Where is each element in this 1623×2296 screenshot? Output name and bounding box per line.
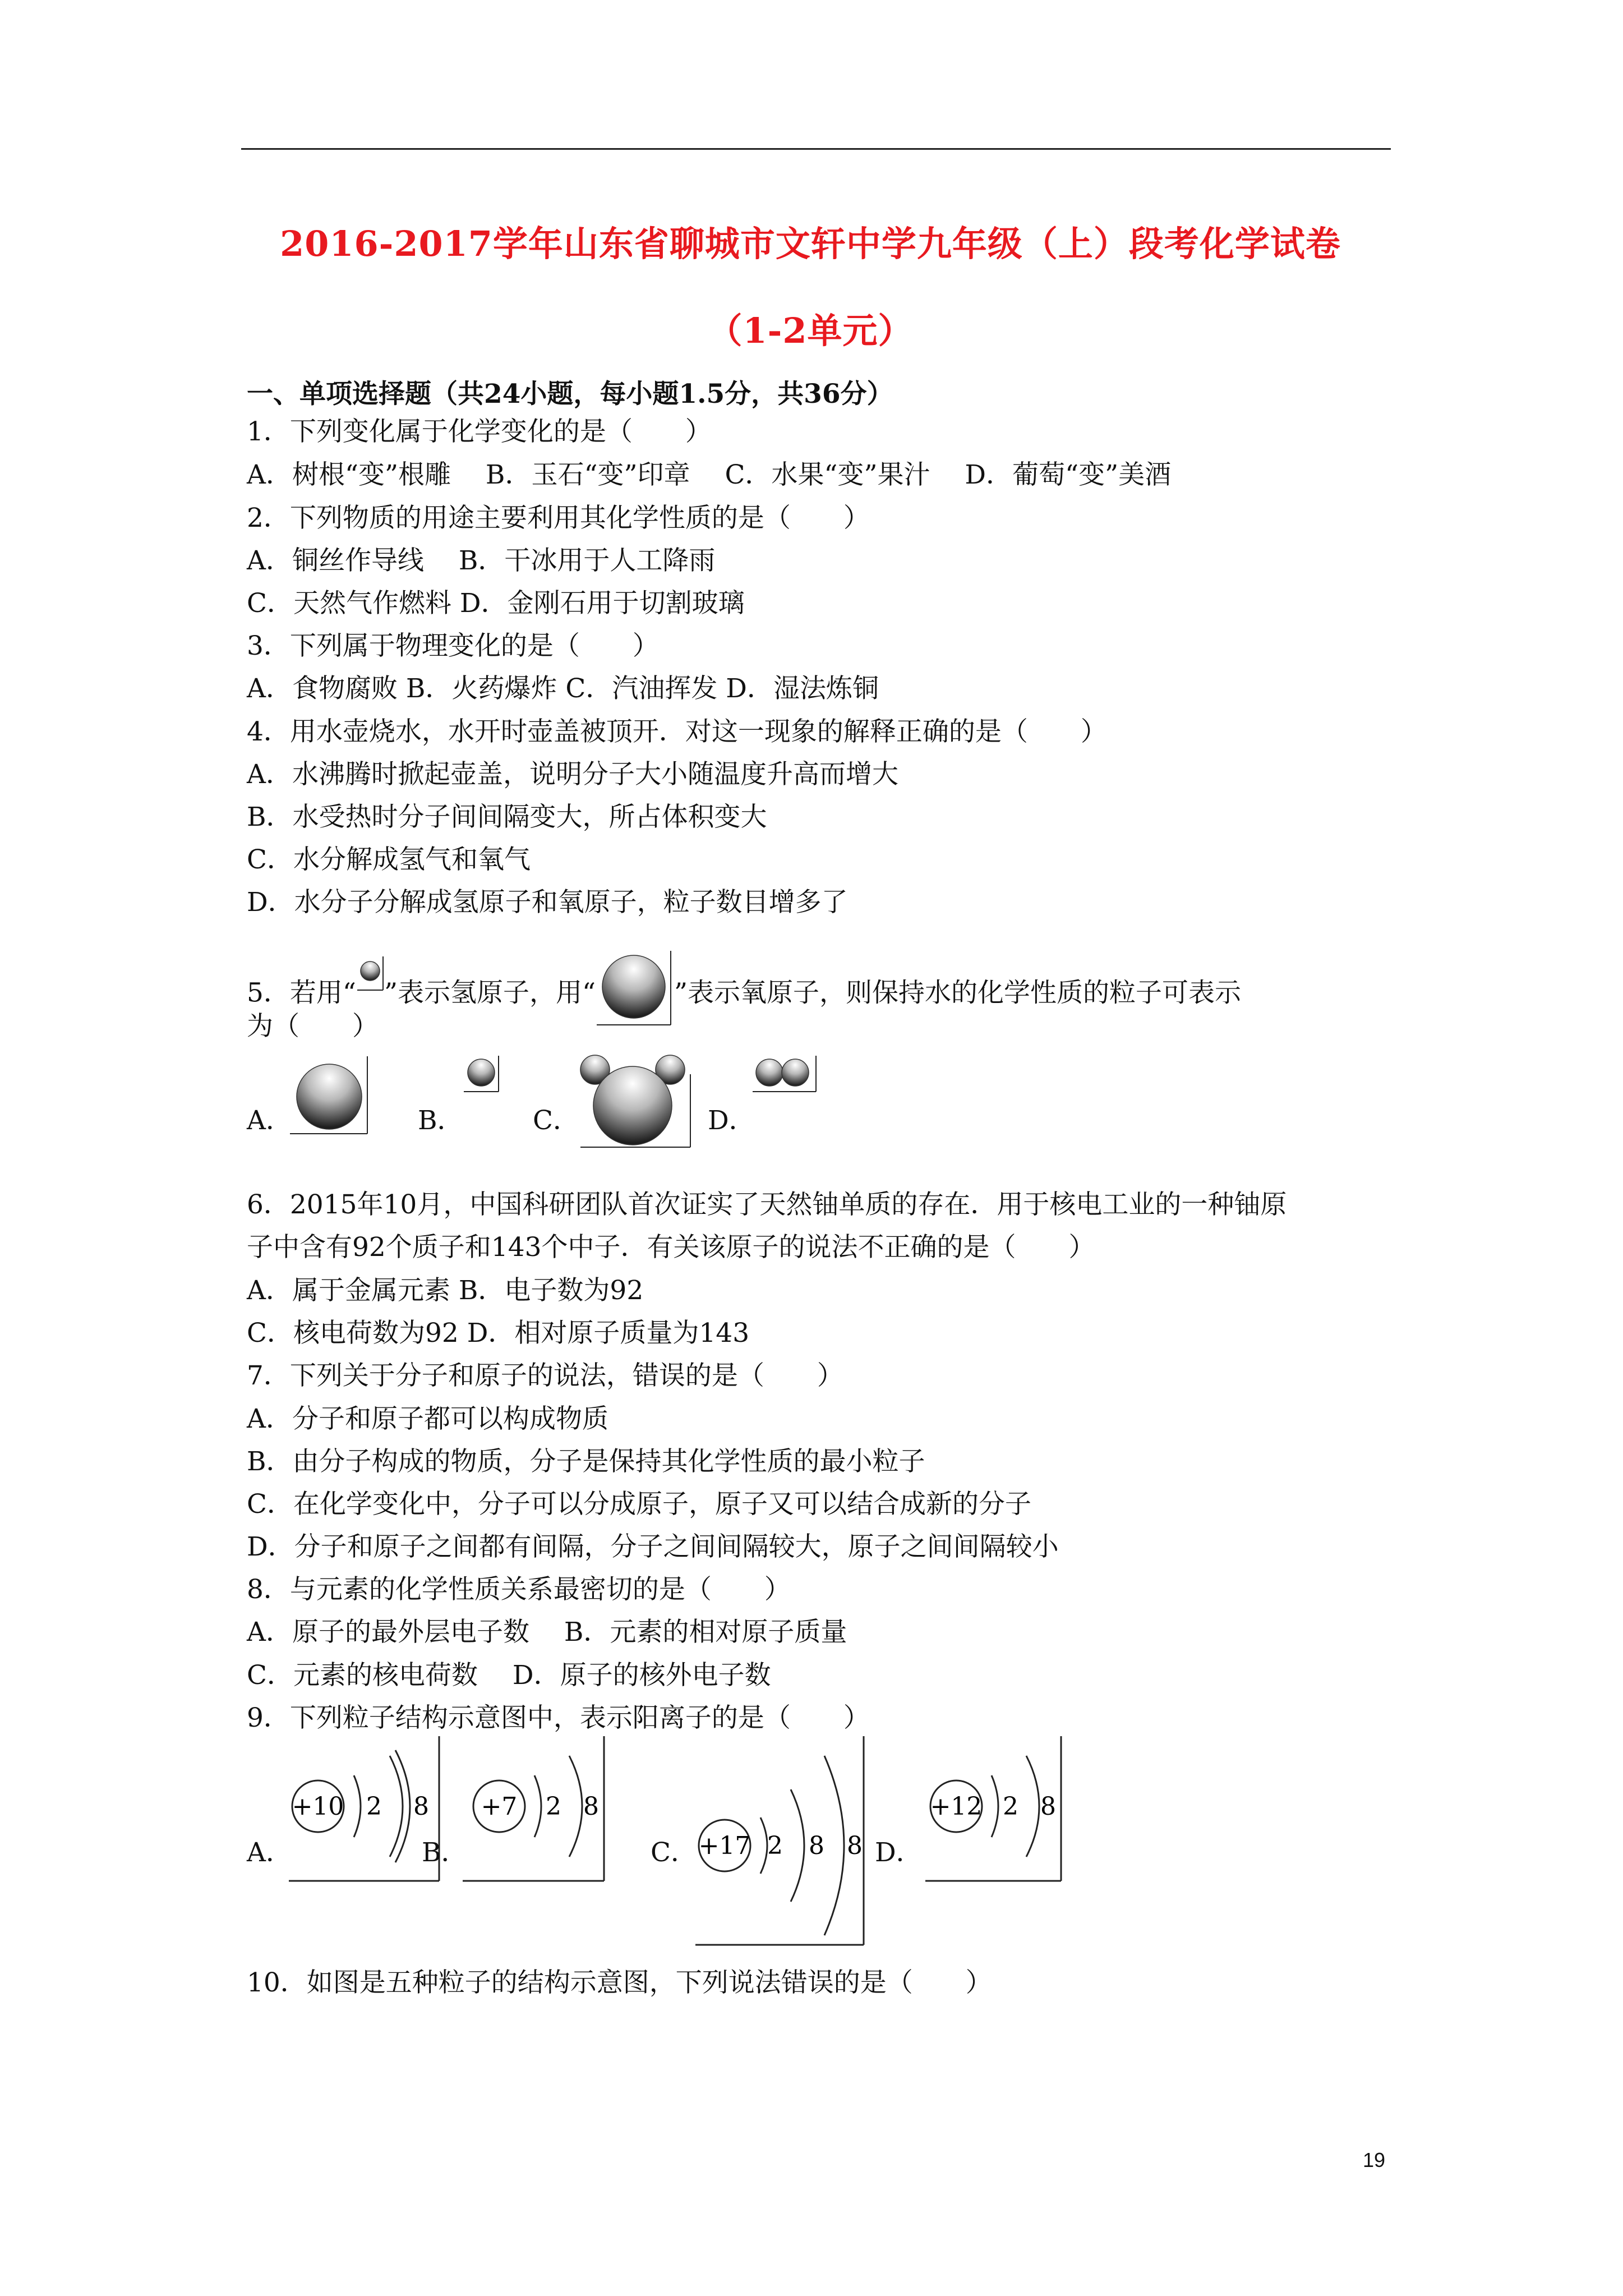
question-5-option-c-figure [575, 1052, 693, 1150]
question-9-option-c-diagram [690, 1736, 875, 1949]
question-7-option-b: B．由分子构成的物质，分子是保持其化学性质的最小粒子 [247, 1446, 925, 1477]
question-9-stem: 9．下列粒子结构示意图中，表示阳离子的是（ ） [247, 1703, 870, 1733]
exam-title: 2016-2017学年山东省聊城市文轩中学九年级（上）段考化学试卷 [280, 223, 1341, 264]
question-9-option-a-label: A． [247, 1837, 292, 1868]
atom-c-nucleus: +17 [698, 1832, 751, 1860]
question-5-stem-part1: 5．若用“ [247, 977, 356, 1009]
atom-d-nucleus: +12 [930, 1792, 983, 1821]
question-5-option-d-label: D． [708, 1105, 755, 1136]
oxygen-atom-icon [596, 950, 674, 1036]
question-4-option-a: A．水沸腾时掀起壶盖，说明分子大小随温度升高而增大 [247, 759, 898, 790]
page-number: 19 [1363, 2148, 1386, 2171]
atom-a-shell-2: 8 [413, 1792, 429, 1821]
question-2-options-ab: A．铜丝作导线 B．干冰用于人工降雨 [247, 545, 716, 576]
question-5-option-a-figure [289, 1052, 370, 1136]
question-5-stem-part2: ”表示氢原子，用“ [384, 977, 596, 1009]
atom-c-shell-1: 2 [767, 1832, 783, 1860]
question-9-option-b-label: B． [422, 1837, 468, 1868]
atom-a-nucleus: +10 [292, 1792, 344, 1821]
atom-d-shell-2: 8 [1040, 1792, 1056, 1821]
question-7-option-d: D．分子和原子之间都有间隔，分子之间间隔较大，原子之间间隔较小 [247, 1531, 1059, 1562]
header-rule [241, 148, 1391, 150]
question-4-option-d: D．水分子分解成氢原子和氧原子，粒子数目增多了 [247, 887, 848, 918]
question-5-option-c-label: C． [533, 1105, 579, 1136]
question-5-stem [247, 952, 1241, 1038]
question-9-option-d-diagram [914, 1736, 1066, 1888]
question-7-option-a: A．分子和原子都可以构成物质 [247, 1404, 608, 1434]
question-8-options-cd: C．元素的核电荷数 D．原子的核外电子数 [247, 1660, 771, 1691]
hydrogen-atom-icon [356, 956, 384, 1009]
question-5-stem-end: 为（ ） [247, 1011, 379, 1042]
question-6-stem-1: 6．2015年10月，中国科研团队首次证实了天然铀单质的存在．用于核电工业的一种铀原 [247, 1189, 1287, 1220]
atom-c-shell-3: 8 [847, 1832, 863, 1860]
question-4-option-b: B．水受热时分子间间隔变大，所占体积变大 [247, 802, 767, 832]
question-9-option-d-label: D． [875, 1837, 923, 1868]
question-9-option-b-diagram [457, 1736, 608, 1888]
question-7-option-c: C．在化学变化中，分子可以分成原子，原子又可以结合成新的分子 [247, 1489, 1031, 1520]
question-5-option-a-label: A． [247, 1105, 292, 1136]
question-4-option-c: C．水分解成氢气和氧气 [247, 844, 531, 875]
atom-b-nucleus: +7 [481, 1792, 518, 1821]
question-7-stem: 7．下列关于分子和原子的说法，错误的是（ ） [247, 1360, 843, 1391]
question-9-option-c-label: C． [651, 1837, 697, 1868]
question-6-options-cd: C．核电荷数为92 D．相对原子质量为143 [247, 1318, 750, 1349]
question-3-stem: 3．下列属于物理变化的是（ ） [247, 631, 659, 661]
section-heading: 一、单项选择题（共24小题，每小题1.5分，共36分） [247, 379, 893, 409]
atom-b-shell-2: 8 [583, 1792, 599, 1821]
question-8-options-ab: A．原子的最外层电子数 B．元素的相对原子质量 [247, 1617, 847, 1648]
question-1-options: A．树根“变”根雕 B．玉石“变”印章 C．水果“变”果汁 D．葡萄“变”美酒 [247, 459, 1172, 490]
question-5-option-b-figure [463, 1055, 501, 1094]
atom-b-shell-1: 2 [546, 1792, 561, 1821]
question-5-option-d-figure [751, 1055, 819, 1095]
question-2-options-cd: C．天然气作燃料 D．金刚石用于切割玻璃 [247, 588, 745, 619]
question-4-stem: 4．用水壶烧水，水开时壶盖被顶开．对这一现象的解释正确的是（ ） [247, 716, 1107, 747]
question-6-options-ab: A．属于金属元素 B．电子数为92 [247, 1275, 644, 1306]
atom-a-shell-1: 2 [366, 1792, 382, 1821]
question-6-stem-2: 子中含有92个质子和143个中子．有关该原子的说法不正确的是（ ） [247, 1232, 1095, 1263]
question-1-stem: 1．下列变化属于化学变化的是（ ） [247, 416, 712, 447]
exam-subtitle: （1-2单元） [707, 310, 914, 351]
atom-c-shell-2: 8 [809, 1832, 824, 1860]
question-5-option-b-label: B． [418, 1105, 464, 1136]
question-10-stem: 10．如图是五种粒子的结构示意图，下列说法错误的是（ ） [247, 1967, 992, 1998]
question-8-stem: 8．与元素的化学性质关系最密切的是（ ） [247, 1574, 791, 1605]
question-5-stem-part3: ”表示氧原子，则保持水的化学性质的粒子可表示 [674, 977, 1242, 1009]
question-2-stem: 2．下列物质的用途主要利用其化学性质的是（ ） [247, 503, 870, 533]
question-3-options: A．食物腐败 B．火药爆炸 C．汽油挥发 D．湿法炼铜 [247, 673, 879, 704]
atom-d-shell-1: 2 [1003, 1792, 1018, 1821]
